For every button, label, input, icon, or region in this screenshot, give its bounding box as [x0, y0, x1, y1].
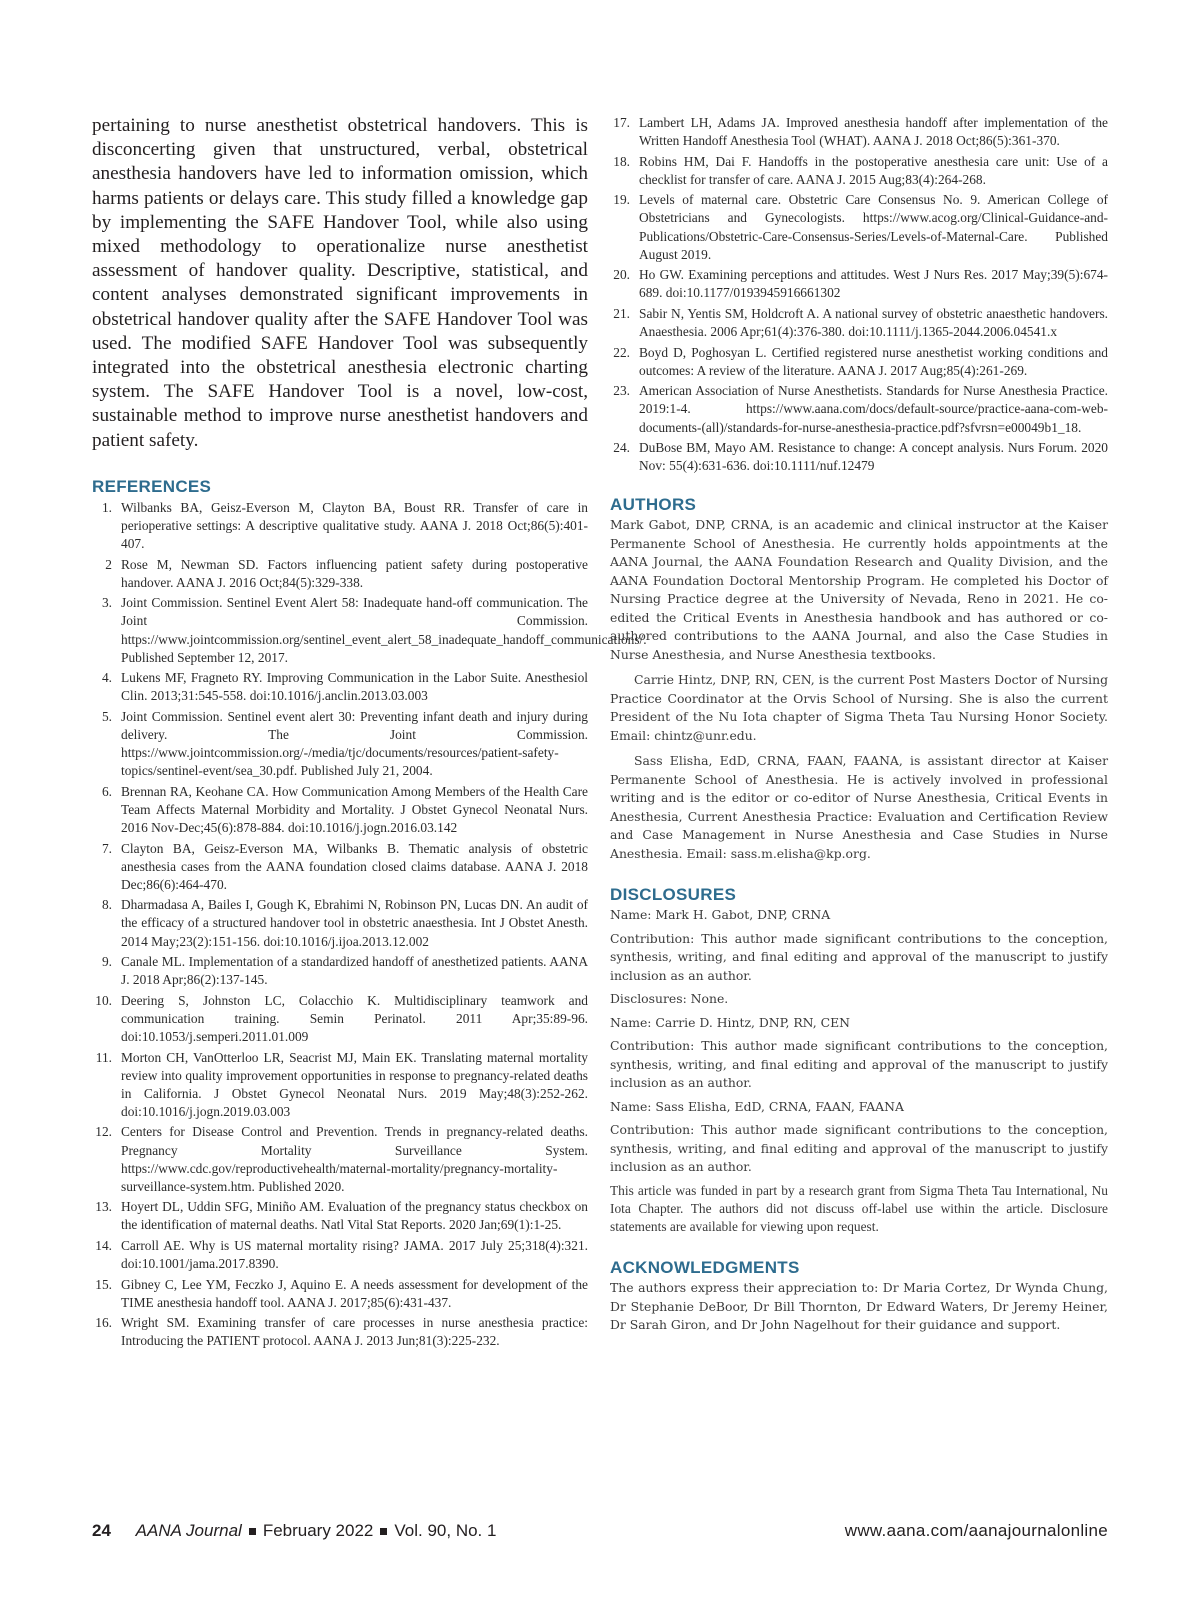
reference-item: 21. Sabir N, Yentis SM, Holdcroft A. A national survey of obstetric anaesthetic handovers. Anaesthesia. 2006 Apr;61(4):376-380. doi:10.1111/j.1365-2044.2006.04541.x	[613, 305, 1108, 340]
intro-paragraph: pertaining to nurse anesthetist obstetrical handovers. This is disconcerting given that unstructured, verbal, obstetrical anesthesia handovers have led to information omission, which harms patients or delays care. This study filled a knowledge gap by implementing the SAFE Handover Tool, while also using mixed methodology to operationalize nurse anesthetist assessment of handover quality. Descriptive, statistical, and content analyses demonstrated significant improvements in obstetrical handover quality after the SAFE Handover Tool was used. The modified SAFE Handover Tool was subsequently integrated into the obstetrical anesthesia electronic charting system. The SAFE Handover Tool is a novel, low-cost, sustainable method to improve nurse anesthetist handovers and patient safety.	[92, 115, 588, 451]
acknowledgments-text: The authors express their appreciation to: Dr Maria Cortez, Dr Wynda Chung, Dr Stephanie DeBoor, Dr Bill Thornton, Dr Edward Waters, Dr Jeremy Heiner, Dr Sarah Giron, and Dr John Nagelhout for their guidance and support.	[610, 1280, 1108, 1333]
reference-item: 8. Dharmadasa A, Bailes I, Gough K, Ebrahimi N, Robinson PN, Lucas DN. An audit of the efficacy of a structured handover tool in obstetric anaesthesia. Int J Obstet Anesth. 2014 May;23(2):151-156. doi:10.1016/j.ijoa.2013.12.002	[101, 897, 588, 949]
disclosure-line: Contribution: This author made significant contributions to the conception, synthesis, writing, and final editing and approval of the manuscript to justify inclusion as an author.	[610, 1122, 1108, 1175]
authors-section	[610, 495, 1108, 863]
square-separator-icon	[380, 1528, 387, 1535]
reference-item: 13. Hoyert DL, Uddin SFG, Miniño AM. Evaluation of the pregnancy status checkbox on the identification of maternal deaths. Natl Vital Stat Reports. 2020 Jan;69(1):1-25.	[95, 1199, 588, 1233]
square-separator-icon	[249, 1528, 256, 1535]
author-bio: Mark Gabot, DNP, CRNA, is an academic and clinical instructor at the Kaiser Permanente School of Anesthesia. He currently holds appointments at the AANA Journal, the AANA Foundation Research and Quality Division, and the AANA Foundation Doctoral Mentorship Program. He completed his Doctor of Nursing Practice degree at the University of Nevada, Reno in 2021. He co-edited the Critical Events in Anesthesia handbook and has authored or co-authored contributions to the AANA Journal, and also the Case Studies in Nurse Anesthesia, and Nurse Anesthesia textbooks.	[610, 517, 1108, 662]
authors-heading: AUTHORS	[610, 495, 697, 515]
author-bio: Carrie Hintz, DNP, RN, CEN, is the current Post Masters Doctor of Nursing Practice Coordinator at the Orvis School of Nursing. She is also the current President of the Nu Iota chapter of Sigma Theta Tau Nursing Honor Society. Email: chintz@unr.edu.	[610, 672, 1108, 743]
reference-item: 4. Lukens MF, Fragneto RY. Improving Communication in the Labor Suite. Anesthesiol Clin. 2013;31:545-558. doi:10.1016/j.anclin.2013.03.003	[101, 670, 588, 704]
reference-item: 24. DuBose BM, Mayo AM. Resistance to change: A concept analysis. Nurs Forum. 2020 Nov: 55(4):631-636. doi:10.1111/nuf.12479	[613, 440, 1108, 474]
disclosure-line: Name: Sass Elisha, EdD, CRNA, FAAN, FAANA	[610, 1098, 904, 1114]
reference-item: 14. Carroll AE. Why is US maternal mortality rising? JAMA. 2017 July 25;318(4):321. doi:10.1001/jama.2017.8390.	[95, 1238, 588, 1272]
reference-item: 6. Brennan RA, Keohane CA. How Communication Among Members of the Health Care Team Affects Maternal Morbidity and Mortality. J Obstet Gynecol Neonatal Nurs. 2016 Nov-Dec;45(6):878-884. doi:10.1016/j.jogn.2016.03.142	[101, 783, 588, 835]
acknowledgments-heading: ACKNOWLEDGMENTS	[610, 1258, 800, 1278]
reference-item: 19. Levels of maternal care. Obstetric Care Consensus No. 9. American College of Obstetricians and Gynecologists. https://www.acog.org/Clinical-Guidance-and-Publications/Obstetric-Care-Consensus-Series/Levels-of-Maternal-Care. Published August 2019.	[613, 192, 1108, 262]
disclosure-line: Name: Carrie D. Hintz, DNP, RN, CEN	[610, 1014, 850, 1030]
reference-item: 5. Joint Commission. Sentinel event alert 30: Preventing infant death and injury during delivery. The Joint Commission. https://www.jointcommission.org/-/media/tjc/documents/resources/patient-safety-topics/sentinel-event/sea_30.pdf. Published July 21, 2004.	[101, 708, 588, 779]
left-column	[92, 114, 647, 1353]
reference-item: 9. Canale ML. Implementation of a standardized handoff of anesthetized patients. AANA J. 2018 Apr;86(2):137-145.	[101, 954, 588, 988]
funding-note: This article was funded in part by a research grant from Sigma Theta Tau International, Nu Iota Chapter. The authors did not discuss off-label use within the article. Disclosure statements are available for viewing upon request.	[610, 1182, 1108, 1234]
right-column	[610, 114, 1108, 1335]
references-heading: REFERENCES	[92, 476, 212, 496]
references-list-left	[92, 499, 647, 1351]
journal-url[interactable]: www.aana.com/aanajournalonline	[844, 1521, 1108, 1540]
reference-item: 3. Joint Commission. Sentinel Event Alert 58: Inadequate hand-off communication. The Joint Commission. https://www.jointcommission.org/sentinel_event_alert_58_inadequate_handoff_communications/. Published September 12, 2017.	[101, 595, 647, 665]
volume-info: Vol. 90, No. 1	[394, 1521, 497, 1540]
journal-name: AANA Journal	[135, 1521, 242, 1540]
reference-item: 2 Rose M, Newman SD. Factors influencing patient safety during postoperative handover. AANA J. 2016 Oct;84(5):329-338.	[105, 556, 588, 590]
reference-item: 20. Ho GW. Examining perceptions and attitudes. West J Nurs Res. 2017 May;39(5):674-689. doi:10.1177/0193945916661302	[613, 267, 1108, 301]
reference-item: 17. Lambert LH, Adams JA. Improved anesthesia handoff after implementation of the Written Handoff Anesthesia Tool (WHAT). AANA J. 2018 Oct;86(5):361-370.	[613, 115, 1108, 149]
disclosures-heading: DISCLOSURES	[610, 885, 737, 905]
reference-item: 11. Morton CH, VanOtterloo LR, Seacrist MJ, Main EK. Translating maternal mortality review into quality improvement opportunities in response to pregnancy-related deaths in California. J Obstet Gynecol Neonatal Nurs. 2019 May;48(3):252-262. doi:10.1016/j.jogn.2019.03.003	[95, 1049, 588, 1119]
disclosure-line: Contribution: This author made significant contributions to the conception, synthesis, writing, and final editing and approval of the manuscript to justify inclusion as an author.	[610, 1038, 1108, 1091]
reference-item: 10. Deering S, Johnston LC, Colacchio K. Multidisciplinary teamwork and communication training. Semin Perinatol. 2011 Apr;35:89-96. doi:10.1053/j.semperi.2011.01.009	[95, 992, 588, 1044]
disclosures-section	[610, 885, 1108, 1236]
disclosure-line: Name: Mark H. Gabot, DNP, CRNA	[610, 907, 831, 923]
reference-item: 15. Gibney C, Lee YM, Feczko J, Aquino E. A needs assessment for development of the TIME anesthesia handoff tool. AANA J. 2017;85(6):431-437.	[95, 1276, 588, 1310]
page-footer	[92, 1521, 1108, 1545]
acknowledgments-section	[610, 1258, 1108, 1335]
page-number: 24	[92, 1521, 111, 1540]
disclosure-line: Contribution: This author made significant contributions to the conception, synthesis, writing, and final editing and approval of the manuscript to justify inclusion as an author.	[610, 930, 1108, 983]
reference-item: 16. Wright SM. Examining transfer of care processes in nurse anesthesia practice: Introducing the PATIENT protocol. AANA J. 2013 Jun;81(3):225-232.	[95, 1315, 588, 1349]
reference-item: 7. Clayton BA, Geisz-Everson MA, Wilbanks B. Thematic analysis of obstetric anesthesia cases from the AANA foundation closed claims database. AANA J. 2018 Dec;86(6):464-470.	[101, 840, 588, 892]
reference-item: 23. American Association of Nurse Anesthetists. Standards for Nurse Anesthesia Practice. 2019:1-4. https://www.aana.com/docs/default-source/practice-aana-com-web-documents-(all)/standards-for-nurse-anesthesia-practice.pdf?sfvrsn=e00049b1_18.	[613, 383, 1108, 435]
reference-item: 22. Boyd D, Poghosyan L. Certified registered nurse anesthetist working conditions and outcomes: A review of the literature. AANA J. 2017 Aug;85(4):261-269.	[613, 344, 1108, 378]
disclosure-line: Disclosures: None.	[610, 991, 729, 1007]
reference-item: 18. Robins HM, Dai F. Handoffs in the postoperative anesthesia care unit: Use of a checklist for transfer of care. AANA J. 2015 Aug;83(4):264-268.	[613, 153, 1108, 187]
issue-date: February 2022	[262, 1521, 374, 1540]
references-list-right	[610, 114, 1108, 475]
reference-item: 12. Centers for Disease Control and Prevention. Trends in pregnancy-related deaths. Pregnancy Mortality Surveillance System. https://www.cdc.gov/reproductivehealth/maternal-mortality/pregnancy-mortality-surveillance-system.htm. Published 2020.	[95, 1124, 588, 1194]
author-bio: Sass Elisha, EdD, CRNA, FAAN, FAANA, is assistant director at Kaiser Permanente School of Anesthesia. He is actively involved in professional writing and is the editor or co-editor of Nurse Anesthesia, Critical Events in Anesthesia, Current Anesthesia Practice: Evaluation and Certification Review and Case Management in Nurse Anesthesia and Case Studies in Nurse Anesthesia. Email: sass.m.elisha@kp.org.	[610, 753, 1108, 861]
reference-item: 1. Wilbanks BA, Geisz-Everson M, Clayton BA, Boust RR. Transfer of care in perioperative settings: A descriptive qualitative study. AANA J. 2018 Oct;86(5):401-407.	[101, 499, 588, 552]
